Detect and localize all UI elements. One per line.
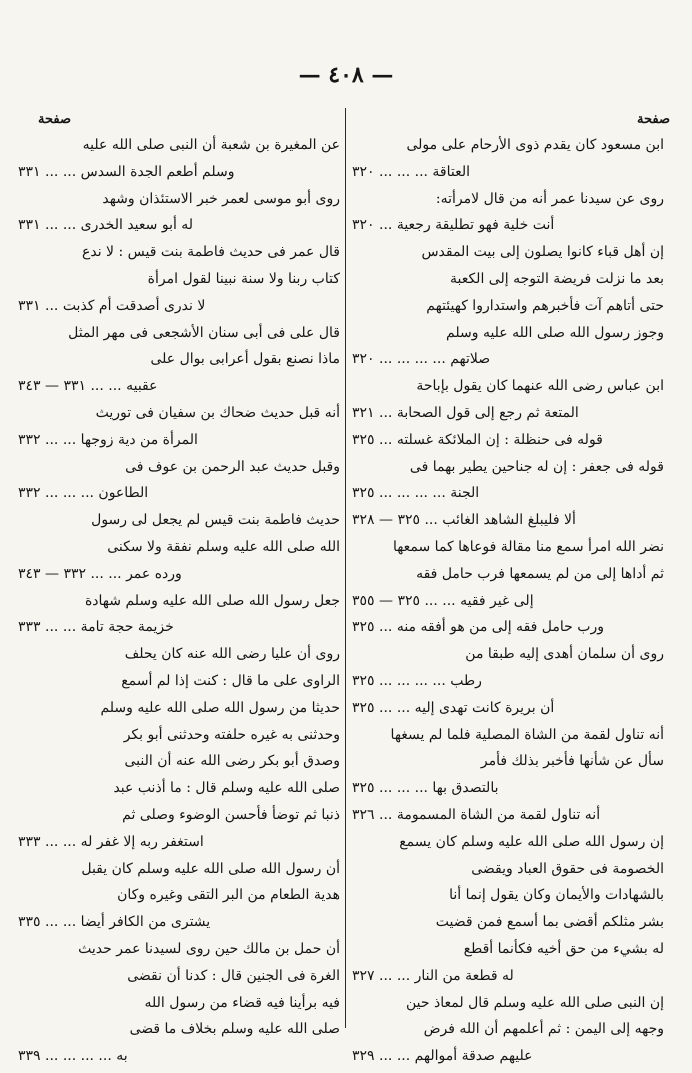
- index-line: إن أهل قباء كانوا يصلون إلى بيت المقدس: [421, 244, 664, 261]
- index-line: أنت خلية فهو تطليقة رجعية ... ٣٢٠: [352, 217, 555, 234]
- index-line: قوله فى حنظلة : إن الملائكة غسلته ... ٣٢٥: [352, 431, 603, 448]
- index-line: إن رسول الله صلى الله عليه وسلم كان يسمع: [399, 833, 664, 850]
- index-line: وقبل حديث عبد الرحمن بن عوف فى: [125, 458, 340, 475]
- index-line: روى أن سلمان أهدى إليه طبقا من: [465, 646, 664, 663]
- index-line: له بشيء من حق أخيه فكأنما أقطع: [463, 940, 664, 957]
- index-line: الطاعون ... ... ... ٣٣٢: [18, 485, 149, 502]
- index-column-right: [352, 132, 664, 1070]
- index-line: فيه برأينا فيه قضاء من رسول الله: [144, 994, 340, 1011]
- index-line: عقبيه ... ... ٣٣١ — ٣٤٣: [18, 378, 158, 395]
- index-line: جعل رسول الله صلى الله عليه وسلم شهادة: [84, 592, 340, 609]
- index-line: صلاتهم ... ... ... ... ٣٢٠: [352, 351, 491, 368]
- column-heading-left: صفحة: [38, 112, 71, 127]
- index-line: بالتصدق بها ... ... ... ٣٢٥: [352, 780, 499, 797]
- index-line: وحدثنى به غيره حلفته وحدثنى أبو بكر: [123, 726, 340, 743]
- index-line: أنه قبل حديث ضحاك بن سفيان فى توريث: [95, 404, 340, 421]
- index-line: الجنة ... ... ... ... ٣٢٥: [352, 485, 480, 502]
- index-line: روى أبو موسى لعمر خبر الاستئذان وشهد: [102, 190, 340, 207]
- index-line: الله صلى الله عليه وسلم نفقة ولا سكنى: [107, 538, 340, 555]
- index-line: بالشهادات والأيمان وكان يقول إنما أنا: [449, 887, 664, 904]
- index-line: كتاب ربنا ولا سنة نبينا لقول امرأة: [147, 270, 340, 287]
- index-line: وصدق أبو بكر رضى الله عنه أن النبى: [124, 753, 340, 770]
- index-line: وجوز رسول الله صلى الله عليه وسلم: [446, 324, 664, 341]
- index-line: أن رسول الله صلى الله عليه وسلم كان يقبل: [81, 860, 340, 877]
- index-line: له أبو سعيد الخدرى ... ... ٣٣١: [18, 217, 194, 234]
- index-line: به ... ... ... ... ٣٣٩: [18, 1048, 128, 1065]
- index-line: صلى الله عليه وسلم بخلاف ما قضى: [129, 1021, 340, 1038]
- index-line: ابن عباس رضى الله عنهما كان يقول بإباحة: [416, 378, 664, 395]
- index-line: حديث فاطمة بنت قيس لم يجعل لى رسول: [91, 512, 340, 529]
- index-line: أن بريرة كانت تهدى إليه ... ... ٣٢٥: [352, 699, 555, 716]
- page-number: — ٤٠٨ —: [298, 62, 394, 88]
- index-line: حتى أتاهم آت فأخبرهم واستداروا كهيئتهم: [426, 297, 664, 314]
- index-line: لا ندرى أصدقت أم كذبت ... ٣٣١: [18, 297, 206, 314]
- index-line: العتاقة ... ... ... ٣٢٠: [352, 163, 471, 180]
- index-line: ثم أداها إلى من لم يسمعها فرب حامل فقه: [416, 565, 664, 582]
- index-column-left: [18, 132, 340, 1070]
- index-line: خزيمة حجة تامة ... ... ٣٣٣: [18, 619, 174, 636]
- index-line: بعد ما نزلت فريضة التوجه إلى الكعبة: [449, 270, 664, 287]
- index-line: قال عمر فى حديث فاطمة بنت قيس : لا ندع: [82, 244, 340, 261]
- index-line: وجهه إلى اليمن : ثم أعلمهم أن الله فرض: [423, 1021, 664, 1038]
- column-heading-right: صفحة: [637, 112, 670, 127]
- index-line: سأل عن شأنها فأخبر بذلك فأمر: [480, 753, 664, 770]
- index-line: أنه تناول لقمة من الشاة المسمومة ... ٣٢٦: [352, 806, 601, 823]
- index-line: إن النبى صلى الله عليه وسلم قال لمعاذ حين: [406, 994, 664, 1011]
- index-line: له قطعة من النار ... ... ٣٢٧: [352, 967, 514, 984]
- index-line: ألا فليبلغ الشاهد الغائب ... ٣٢٥ — ٣٢٨: [352, 512, 576, 529]
- index-line: يشترى من الكافر أيضا ... ... ٣٣٥: [18, 914, 211, 931]
- index-line: حديثا من رسول الله صلى الله عليه وسلم: [100, 699, 340, 716]
- index-line: نضر الله امرأ سمع منا مقالة فوعاها كما سمعها: [392, 538, 664, 555]
- index-line: قال على فى أبى سنان الأشجعى فى مهر المثل: [68, 324, 340, 341]
- index-line: صلى الله عليه وسلم قال : ما أذنب عبد: [113, 780, 340, 797]
- index-line: ماذا نصنع بقول أعرابى بوال على: [150, 351, 340, 368]
- index-line: المرأة من دية زوجها ... ... ٣٣٢: [18, 431, 198, 448]
- index-line: هدية الطعام من البر التقى وغيره وكان: [117, 887, 340, 904]
- index-line: أنه تناول لقمة من الشاة المصلية فلما لم يسغها: [390, 726, 664, 743]
- index-line: عليهم صدقة أموالهم ... ... ٣٢٩: [352, 1048, 533, 1065]
- index-line: روى عن سيدنا عمر أنه من قال لامرأته:: [435, 190, 664, 207]
- index-line: إلى غير فقيه ... ... ٣٢٥ — ٣٥٥: [352, 592, 534, 609]
- index-line: روى أن عليا رضى الله عنه كان يحلف: [124, 646, 340, 663]
- index-line: أن حمل بن مالك حين روى لسيدنا عمر حديث: [78, 940, 340, 957]
- index-line: قوله فى جعفر : إن له جناحين يطير بهما فى: [409, 458, 664, 475]
- index-line: المتعة ثم رجع إلى قول الصحابة ... ٣٢١: [352, 404, 579, 421]
- column-divider: [345, 108, 346, 1028]
- index-line: وسلم أطعم الجدة السدس ... ... ٣٣١: [18, 163, 235, 180]
- index-line: استغفر ربه إلا غفر له ... ... ٣٣٣: [18, 833, 204, 850]
- index-line: الخصومة فى حقوق العباد ويقضى: [471, 860, 664, 877]
- index-line: الراوى على ما قال : كنت إذا لم أسمع: [121, 672, 340, 689]
- index-line: ذنبا ثم توضأ فأحسن الوضوء وصلى ثم: [122, 806, 340, 823]
- index-line: ورده عمر ... ... ٣٣٢ — ٣٤٣: [18, 565, 182, 582]
- index-line: ابن مسعود كان يقدم ذوى الأرحام على مولى: [406, 137, 664, 153]
- index-line: رطب ... ... ... ... ٣٢٥: [352, 672, 482, 689]
- index-line: الغرة فى الجنين قال : كدنا أن نقضى: [127, 967, 340, 984]
- index-line: بشر مثلكم أقضى بما أسمع فمن قضيت: [435, 914, 664, 931]
- index-line: ورب حامل فقه إلى من هو أفقه منه ... ٣٢٥: [352, 619, 604, 636]
- index-line: عن المغيرة بن شعبة أن النبى صلى الله عليه: [82, 137, 340, 153]
